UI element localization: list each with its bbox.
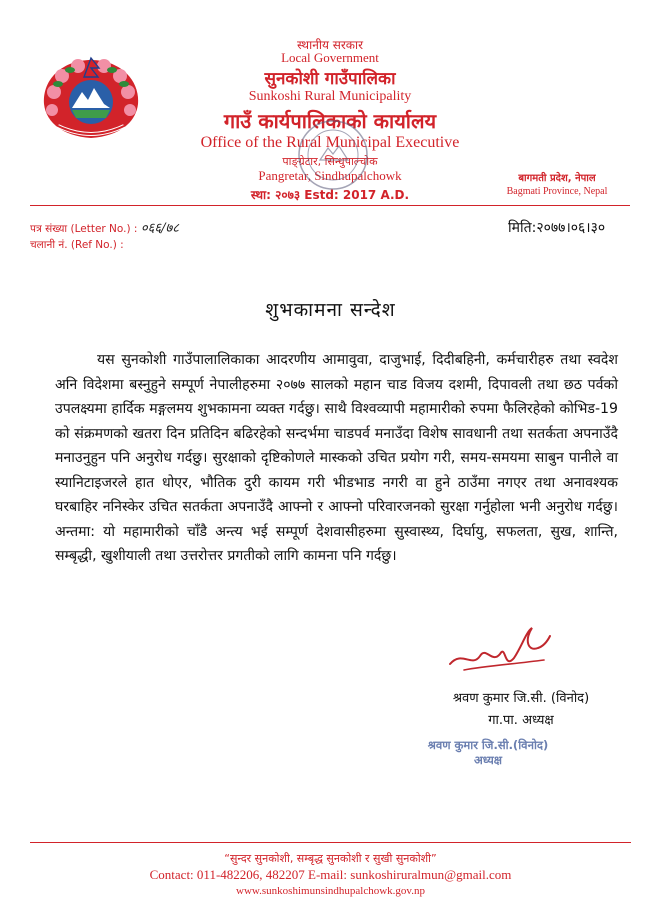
address-np: पाङ्ग्रेटार, सिन्धुपाल्चोक <box>282 155 378 168</box>
letter-number-row <box>30 218 179 236</box>
letter-date: मिति:२०७७।०६।३० <box>508 220 606 236</box>
established-year: स्था: २०७३ Estd: 2017 A.D. <box>250 188 410 202</box>
letter-number-label: पत्र संख्या (Letter No.) : <box>30 223 138 235</box>
province-block <box>492 172 622 198</box>
footer-slogan: “सुन्दर सुनकोशी, सम्बृद्ध सुनकोशी र सुखी सुनकोशी” <box>224 852 437 865</box>
signatory-name: श्रवण कुमार जि.सी. (विनोद) <box>452 691 590 706</box>
footer-website: www.sunkoshimunsindhupalchowk.gov.np <box>236 885 425 897</box>
province-en: Bagmati Province, Nepal <box>506 186 608 197</box>
footer-divider <box>30 842 631 843</box>
municipality-name-en: Sunkoshi Rural Municipality <box>248 89 412 104</box>
ref-number-label: चलानी नं. (Ref No.) : <box>30 239 124 251</box>
local-government-np: स्थानीय सरकार <box>297 38 363 52</box>
municipality-name-np: सुनकोशी गाउँपालिका <box>264 69 396 89</box>
office-seal-icon <box>296 118 370 192</box>
footer-contact: Contact: 011-482206, 482207 E-mail: sunkoshiruralmun@gmail.com <box>149 867 512 882</box>
letter-body: यस सुनकोशी गाउँपालालिकाका आदरणीय आमावुवा, दाजुभाई, दिदीबहिनी, कर्मचारीहरु तथा स्वदेश अनि विदेशमा बस्नुहुने सम्पूर्ण नेपालीहरुमा २०७७ सालको महान चाड विजय दशमी, दिपावली तथा छठ पर्वको उपलक्ष्यमा हार्दिक मङ्गलमय शुभकामना व्यक्त गर्दछु। साथै विश्वव्यापी महामारीको रुपमा फैलिरहेको कोभिड-19 को संक्रमणको खतरा दिन प्रतिदिन बढिरहेको सन्दर्भमा चाडपर्व मनाउँदा विशेष सावधानी तथा सतर्कता अपनाउँदै मनाउनुहुन पनि अनुरोध गर्दछु। सुरक्षाको दृष्टिकोणले मास्कको उचित प्रयोग गरी, समय-समयमा साबुन पानीले वा स्यानिटाइजरले हात धोएर, भौतिक दुरी कायम गरी भीडभाड नगरी वा हुने ठाउँमा नगएर तथा अनावश्यक घरबाहिर ननिस्केर उचित सतर्कता अपनाउँदै आफ्नो र आफ्नो परिवारजनको सुरक्षा गर्नुहोला भनी अनुरोध गर्दछु। अन्तमा: यो महामारीको चाँडै अन्त्य भई सम्पूर्ण देशवासीहरुमा सुस्वास्थ्य, दिर्घायु, सफलता, सुख, शान्ति, सम्बृद्धी, खुशीयाली तथा उत्तरोत्तर प्रगतीको लागि कामना पनि गर्दछु। <box>55 352 618 564</box>
handwritten-signature-icon <box>444 620 554 680</box>
header-divider <box>30 205 630 206</box>
signatory-block <box>426 688 616 732</box>
letter-title: शुभकामना सन्देश <box>265 299 396 321</box>
nepal-emblem-icon <box>32 52 150 144</box>
office-name-en: Office of the Rural Municipal Executive <box>200 134 460 151</box>
letter-number-value: ०६६/७८ <box>140 221 179 236</box>
stamp-position: अध्यक्ष <box>473 753 503 767</box>
signatory-position: गा.पा. अध्यक्ष <box>488 713 554 728</box>
signatory-stamp <box>408 738 568 768</box>
local-government-en: Local Government <box>281 50 379 65</box>
province-np: बागमती प्रदेश, नेपाल <box>518 173 596 184</box>
address-en: Pangretar, Sindhupalchowk <box>258 168 402 183</box>
office-name-np: गाउँ कार्यपालिकाको कार्यालय <box>223 109 437 133</box>
stamp-name: श्रवण कुमार जि.सी.(विनोद) <box>427 738 549 752</box>
